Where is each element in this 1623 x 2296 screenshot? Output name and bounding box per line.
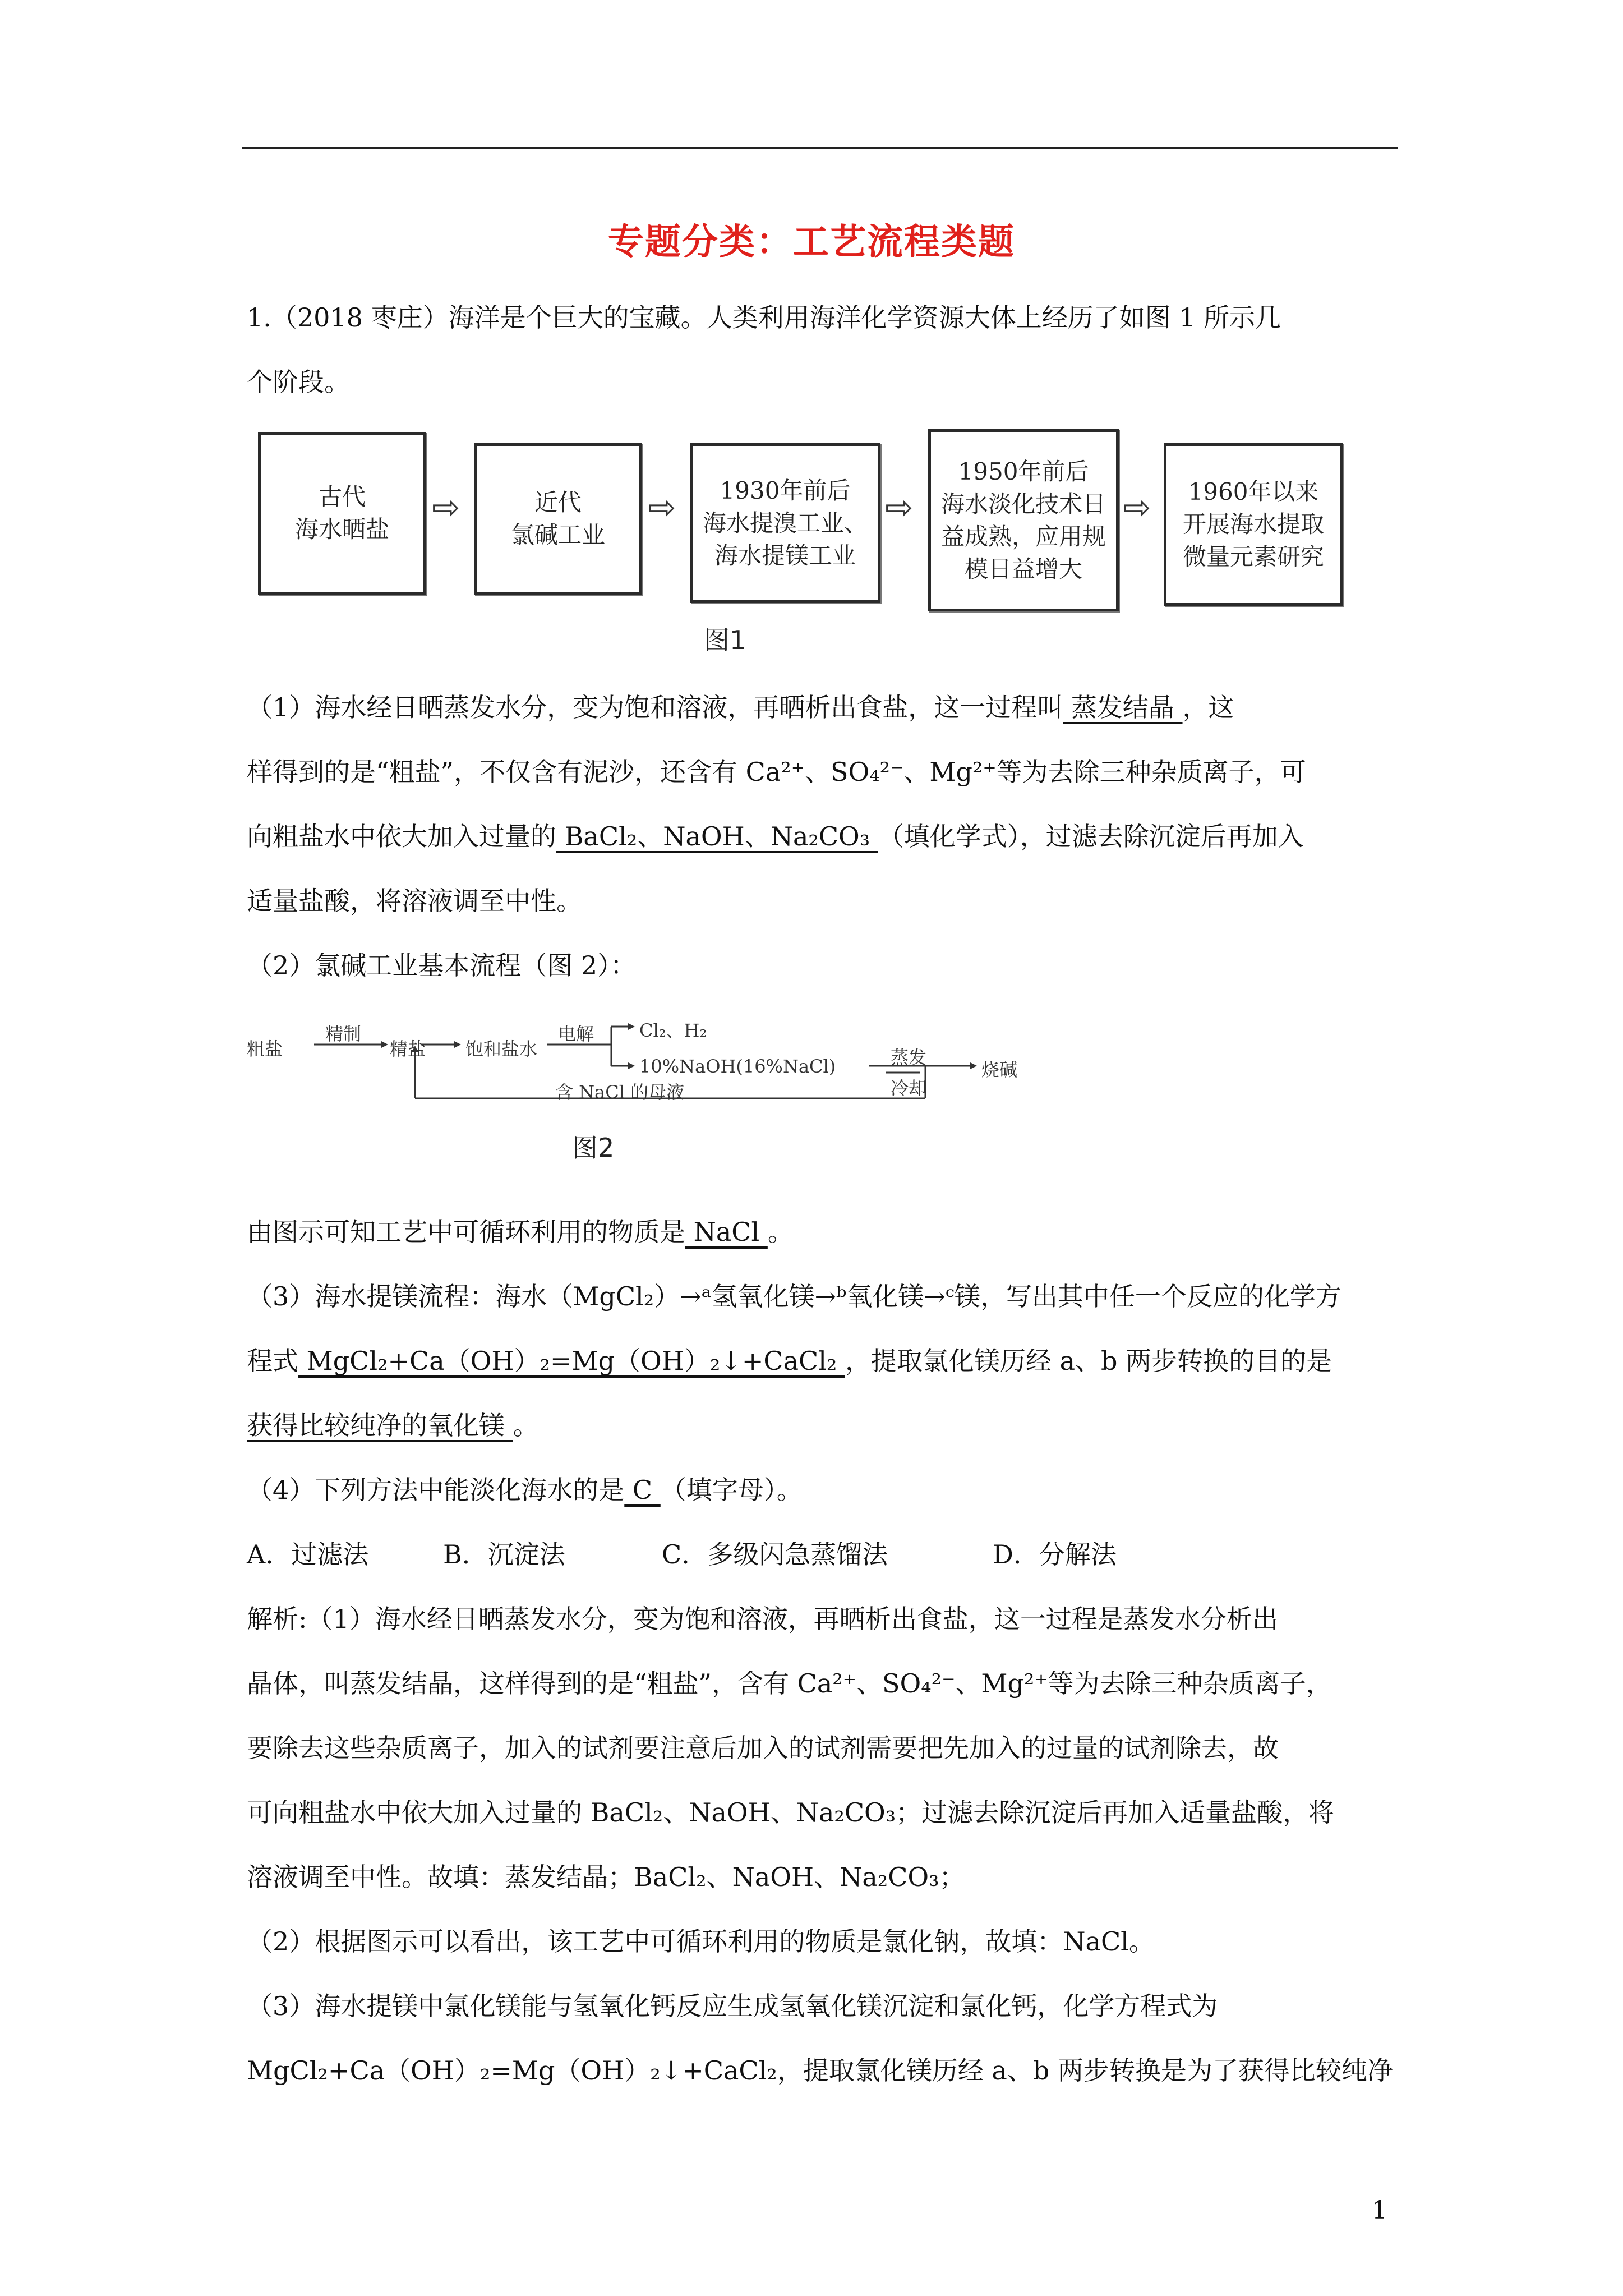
p2-line-1: （2）氯碱工业基本流程（图 2）： bbox=[247, 950, 637, 981]
option-d: D．分解法 bbox=[993, 1539, 1117, 1570]
arrow-right-icon: ⇨ bbox=[1123, 488, 1151, 527]
header-rule bbox=[242, 147, 1398, 149]
p1-line-3 bbox=[247, 816, 1391, 853]
page-number: 1 bbox=[1372, 2196, 1387, 2225]
stage-4-line-4: 模日益增大 bbox=[964, 555, 1082, 583]
p2b-text-b: 。 bbox=[767, 1217, 794, 1247]
option-b: B．沉淀法 bbox=[443, 1539, 565, 1570]
arrow-right-icon: ⇨ bbox=[432, 488, 460, 527]
answer-equation: MgCl₂+Ca（OH）₂=Mg（OH）₂↓+CaCl₂ bbox=[298, 1346, 845, 1376]
page-title: 专题分类：工艺流程类题 bbox=[608, 221, 1015, 263]
p3-line-3 bbox=[247, 1405, 1391, 1442]
p1-text-a: （1）海水经日晒蒸发水分，变为饱和溶液，再晒析出食盐，这一过程叫 bbox=[247, 692, 1063, 723]
p4-line bbox=[247, 1470, 1391, 1507]
stage-box-5 bbox=[1164, 443, 1343, 606]
stage-4-line-2: 海水淡化技术日 bbox=[940, 490, 1106, 518]
figure-2-caption: 图2 bbox=[572, 1133, 615, 1163]
answer-evaporation: 蒸发结晶 bbox=[1063, 692, 1183, 723]
analysis-line-6: （2）根据图示可以看出，该工艺中可循环利用的物质是氯化钠，故填：NaCl。 bbox=[247, 1926, 1155, 1957]
p2b-line bbox=[247, 1212, 1391, 1249]
stage-box-2 bbox=[474, 443, 642, 595]
evaporate-label: 蒸发 bbox=[891, 1047, 927, 1068]
stage-3-line-1: 1930年前后 bbox=[720, 476, 851, 504]
analysis-line-7: （3）海水提镁中氯化镁能与氢氧化钙反应生成氢氧化镁沉淀和氯化钙，化学方程式为 bbox=[247, 1991, 1218, 2021]
refine-label: 精制 bbox=[325, 1023, 362, 1045]
caustic-soda-label: 烧碱 bbox=[981, 1059, 1018, 1080]
p4-text-b: （填字母）。 bbox=[660, 1475, 803, 1505]
q1-intro-line-2: 个阶段。 bbox=[247, 367, 350, 397]
figure-1-timeline bbox=[247, 426, 1352, 628]
electrolysis-label: 电解 bbox=[558, 1023, 594, 1045]
stage-3-line-2: 海水提溴工业、 bbox=[702, 509, 868, 537]
stage-5-line-3: 微量元素研究 bbox=[1182, 543, 1324, 570]
p1-text-c: 向粗盐水中依大加入过量的 bbox=[247, 821, 556, 852]
p3-line-1: （3）海水提镁流程：海水（MgCl₂）→ᵃ氢氧化镁→ᵇ氧化镁→ᶜ镁，写出其中任一个反应的化学方 bbox=[247, 1281, 1341, 1312]
analysis-line-5: 溶液调至中性。故填：蒸发结晶；BaCl₂、NaOH、Na₂CO₃； bbox=[247, 1862, 965, 1892]
analysis-line-1: 解析:（1）海水经日晒蒸发水分，变为饱和溶液，再晒析出食盐，这一过程是蒸发水分析出 bbox=[247, 1604, 1278, 1634]
stage-4-line-1: 1950年前后 bbox=[958, 457, 1089, 485]
mother-liquor-label: 含 NaCl 的母液 bbox=[555, 1082, 685, 1103]
saturated-brine-label: 饱和盐水 bbox=[465, 1038, 538, 1060]
naoh-solution-label: 10%NaOH(16%NaCl) bbox=[639, 1056, 836, 1077]
p3-text-c: 。 bbox=[513, 1410, 539, 1441]
fine-salt-label: 精盐 bbox=[390, 1038, 426, 1060]
arrow-right-icon: ⇨ bbox=[885, 488, 914, 527]
gas-products-label: Cl₂、H₂ bbox=[639, 1020, 707, 1041]
answer-purpose: 获得比较纯净的氧化镁 bbox=[247, 1410, 513, 1441]
stage-1-line-1: 古代 bbox=[318, 483, 366, 510]
p1-text-d: （填化学式），过滤去除沉淀后再加入 bbox=[878, 821, 1304, 852]
p2b-text-a: 由图示可知工艺中可循环利用的物质是 bbox=[247, 1217, 685, 1247]
figure-1-caption: 图1 bbox=[704, 625, 746, 655]
cool-label: 冷却 bbox=[891, 1078, 927, 1099]
stage-box-4 bbox=[928, 429, 1119, 611]
arrow-right-icon: ⇨ bbox=[648, 488, 676, 527]
analysis-line-3: 要除去这些杂质离子，加入的试剂要注意后加入的试剂需要把先加入的过量的试剂除去，故 bbox=[247, 1733, 1279, 1763]
p4-text-a: （4）下列方法中能淡化海水的是 bbox=[247, 1475, 625, 1505]
stage-5-line-1: 1960年以来 bbox=[1188, 478, 1319, 505]
analysis-line-4: 可向粗盐水中依大加入过量的 BaCl₂、NaOH、Na₂CO₃；过滤去除沉淀后再加入适量盐酸，将 bbox=[247, 1797, 1335, 1828]
p3-text-a: 程式 bbox=[247, 1346, 298, 1376]
stage-3-line-3: 海水提镁工业 bbox=[714, 541, 856, 569]
stage-box-1 bbox=[258, 432, 426, 595]
p3-text-b: ，提取氯化镁历经 a、b 两步转换的目的是 bbox=[845, 1346, 1332, 1376]
stage-5-line-2: 开展海水提取 bbox=[1182, 510, 1324, 538]
answer-reagents: BaCl₂、NaOH、Na₂CO₃ bbox=[556, 821, 878, 852]
analysis-line-2: 晶体，叫蒸发结晶，这样得到的是“粗盐”，含有 Ca²⁺、SO₄²⁻、Mg²⁺等为去除三种杂质离子， bbox=[247, 1668, 1332, 1699]
p1-line-1 bbox=[247, 687, 1391, 724]
p1-line-2: 样得到的是“粗盐”，不仅含有泥沙，还含有 Ca²⁺、SO₄²⁻、Mg²⁺等为去除三种杂质离子，可 bbox=[247, 757, 1306, 787]
stage-2-line-2: 氯碱工业 bbox=[510, 521, 605, 549]
analysis-line-8: MgCl₂+Ca（OH）₂=Mg（OH）₂↓+CaCl₂，提取氯化镁历经 a、b 两步转换是为了获得比较纯净 bbox=[247, 2055, 1393, 2086]
option-a: A．过滤法 bbox=[247, 1539, 369, 1570]
p1-text-b: ，这 bbox=[1182, 692, 1234, 723]
answer-nacl: NaCl bbox=[685, 1217, 768, 1247]
crude-salt-label: 粗盐 bbox=[247, 1038, 283, 1060]
p3-line-2 bbox=[247, 1341, 1391, 1378]
p1-line-4: 适量盐酸，将溶液调至中性。 bbox=[247, 886, 582, 916]
stage-1-line-2: 海水晒盐 bbox=[294, 516, 389, 543]
stage-2-line-1: 近代 bbox=[534, 489, 582, 516]
q1-intro-line-1: 1.（2018 枣庄）海洋是个巨大的宝藏。人类利用海洋化学资源大体上经历了如图 1 所示几 bbox=[247, 302, 1281, 333]
stage-box-3 bbox=[690, 443, 880, 603]
answer-c: C bbox=[624, 1475, 661, 1505]
stage-4-line-3: 益成熟，应用规 bbox=[940, 522, 1106, 550]
figure-2-flow bbox=[247, 1010, 1054, 1105]
option-c: C．多级闪急蒸馏法 bbox=[662, 1539, 888, 1570]
